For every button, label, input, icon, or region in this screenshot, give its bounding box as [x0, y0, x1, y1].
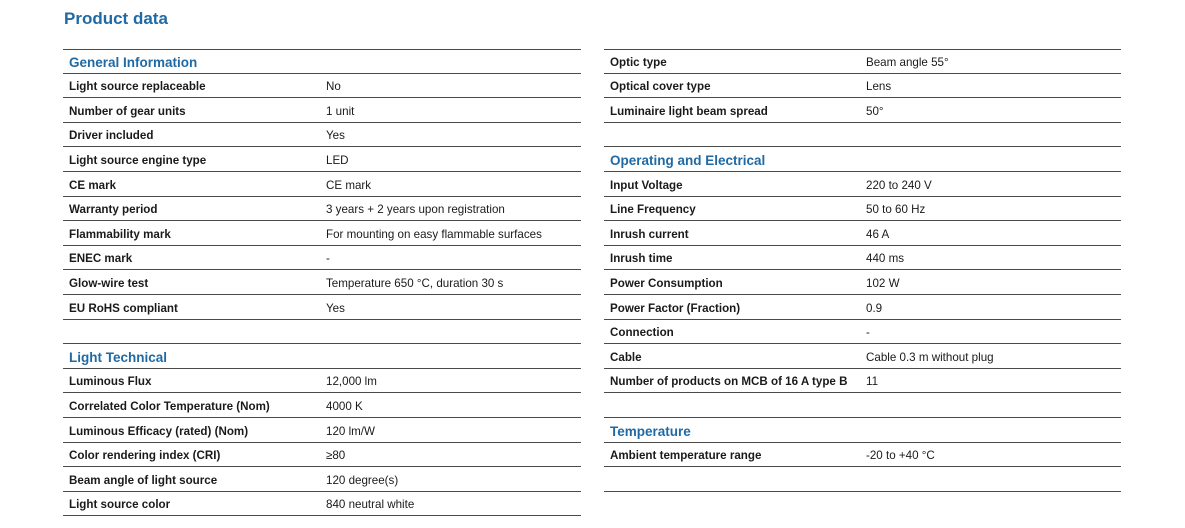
spec-row-number-of-products-on-mcb — [604, 369, 1121, 394]
spec-value: 102 W — [866, 276, 900, 290]
spec-label: Ambient temperature range — [610, 449, 762, 463]
section-spacer — [604, 123, 1121, 148]
spec-row-warranty-period — [63, 197, 581, 222]
spec-label: Color rendering index (CRI) — [69, 449, 221, 463]
spec-value: -20 to +40 °C — [866, 449, 935, 463]
spec-row-number-of-gear-units — [63, 98, 581, 123]
spec-value: LED — [326, 153, 349, 167]
spec-value: No — [326, 80, 341, 94]
section-spacer — [63, 320, 581, 345]
spec-value: 50 to 60 Hz — [866, 203, 926, 217]
page-title: Product data — [64, 9, 168, 28]
spec-label: Luminaire light beam spread — [610, 104, 768, 118]
section-title: Temperature — [610, 423, 691, 439]
spec-row-beam-angle-of-light-source — [63, 467, 581, 492]
left-column — [63, 49, 581, 516]
spec-label: Number of products on MCB of 16 A type B — [610, 375, 848, 389]
spec-label: Input Voltage — [610, 178, 683, 192]
spec-label: Light source replaceable — [69, 80, 206, 94]
spec-row-inrush-current — [604, 221, 1121, 246]
section-title: Operating and Electrical — [610, 152, 766, 168]
spec-value: 440 ms — [866, 252, 905, 266]
section-header-operating-and-electrical — [604, 147, 1121, 172]
spec-label: Connection — [610, 326, 674, 340]
section-header-light-technical — [63, 344, 581, 369]
spec-value: Yes — [326, 129, 345, 143]
spec-label: Power Factor (Fraction) — [610, 301, 741, 315]
section-spacer — [604, 393, 1121, 418]
spec-row-optic-type — [604, 49, 1121, 74]
spec-label: Power Consumption — [610, 276, 723, 290]
spec-value: For mounting on easy flammable surfaces — [326, 227, 542, 241]
spec-label: CE mark — [69, 178, 117, 192]
spec-row-luminaire-light-beam-spread — [604, 98, 1121, 123]
section-spacer — [604, 467, 1121, 492]
spec-value: ≥80 — [326, 449, 346, 463]
spec-label: Luminous Flux — [69, 375, 152, 389]
spec-row-line-frequency — [604, 197, 1121, 222]
spec-value: Cable 0.3 m without plug — [866, 350, 994, 364]
spec-label: Optical cover type — [610, 80, 711, 94]
spec-value: 12,000 lm — [326, 375, 377, 389]
spec-label: EU RoHS compliant — [69, 301, 178, 315]
spec-label: Inrush current — [610, 227, 689, 241]
spec-row-power-factor — [604, 295, 1121, 320]
spec-value: 120 degree(s) — [326, 473, 399, 487]
spec-value: Yes — [326, 301, 345, 315]
spec-label: Inrush time — [610, 252, 673, 266]
spec-row-driver-included — [63, 123, 581, 148]
spec-row-luminous-efficacy — [63, 418, 581, 443]
spec-value: Beam angle 55° — [866, 55, 949, 69]
spec-value: 11 — [866, 375, 879, 389]
spec-row-light-source-replaceable — [63, 74, 581, 99]
spec-value: 0.9 — [866, 301, 883, 315]
spec-row-input-voltage — [604, 172, 1121, 197]
spec-label: ENEC mark — [69, 252, 133, 266]
spec-label: Light source color — [69, 498, 171, 512]
spec-row-cable — [604, 344, 1121, 369]
spec-value: 3 years + 2 years upon registration — [326, 203, 505, 217]
spec-label: Warranty period — [69, 203, 158, 217]
spec-row-ambient-temperature-range — [604, 443, 1121, 468]
spec-row-power-consumption — [604, 270, 1121, 295]
spec-value: 120 lm/W — [326, 424, 375, 438]
spec-label: Driver included — [69, 129, 154, 143]
spec-label: Line Frequency — [610, 203, 696, 217]
spec-value: CE mark — [326, 178, 372, 192]
spec-value: Lens — [866, 80, 892, 94]
spec-label: Cable — [610, 350, 642, 364]
spec-value: - — [866, 326, 870, 340]
spec-row-light-source-engine-type — [63, 147, 581, 172]
spec-row-glow-wire-test — [63, 270, 581, 295]
spec-label: Light source engine type — [69, 153, 207, 167]
spec-value: 46 A — [866, 227, 890, 241]
spec-value: 4000 K — [326, 399, 363, 413]
spec-row-optical-cover-type — [604, 74, 1121, 99]
spec-row-flammability-mark — [63, 221, 581, 246]
spec-value: - — [326, 252, 330, 266]
spec-row-correlated-color-temperature — [63, 393, 581, 418]
section-title: General Information — [69, 54, 198, 70]
spec-row-ce-mark — [63, 172, 581, 197]
spec-value: 1 unit — [326, 104, 355, 118]
right-column — [604, 49, 1121, 492]
spec-label: Optic type — [610, 55, 667, 69]
spec-label: Luminous Efficacy (rated) (Nom) — [69, 424, 249, 438]
section-title: Light Technical — [69, 349, 168, 365]
spec-value: 50° — [866, 104, 884, 118]
spec-label: Flammability mark — [69, 227, 171, 241]
spec-label: Number of gear units — [69, 104, 186, 118]
spec-label: Beam angle of light source — [69, 473, 218, 487]
spec-row-enec-mark — [63, 246, 581, 271]
section-header-general-information — [63, 49, 581, 74]
spec-label: Correlated Color Temperature (Nom) — [69, 399, 270, 413]
spec-label: Glow-wire test — [69, 276, 149, 290]
section-header-temperature — [604, 418, 1121, 443]
spec-row-connection — [604, 320, 1121, 345]
spec-value: 840 neutral white — [326, 498, 415, 512]
spec-row-inrush-time — [604, 246, 1121, 271]
spec-row-light-source-color — [63, 492, 581, 517]
spec-row-luminous-flux — [63, 369, 581, 394]
spec-row-eu-rohs-compliant — [63, 295, 581, 320]
spec-row-color-rendering-index — [63, 443, 581, 468]
spec-value: 220 to 240 V — [866, 178, 932, 192]
spec-value: Temperature 650 °C, duration 30 s — [326, 276, 504, 290]
